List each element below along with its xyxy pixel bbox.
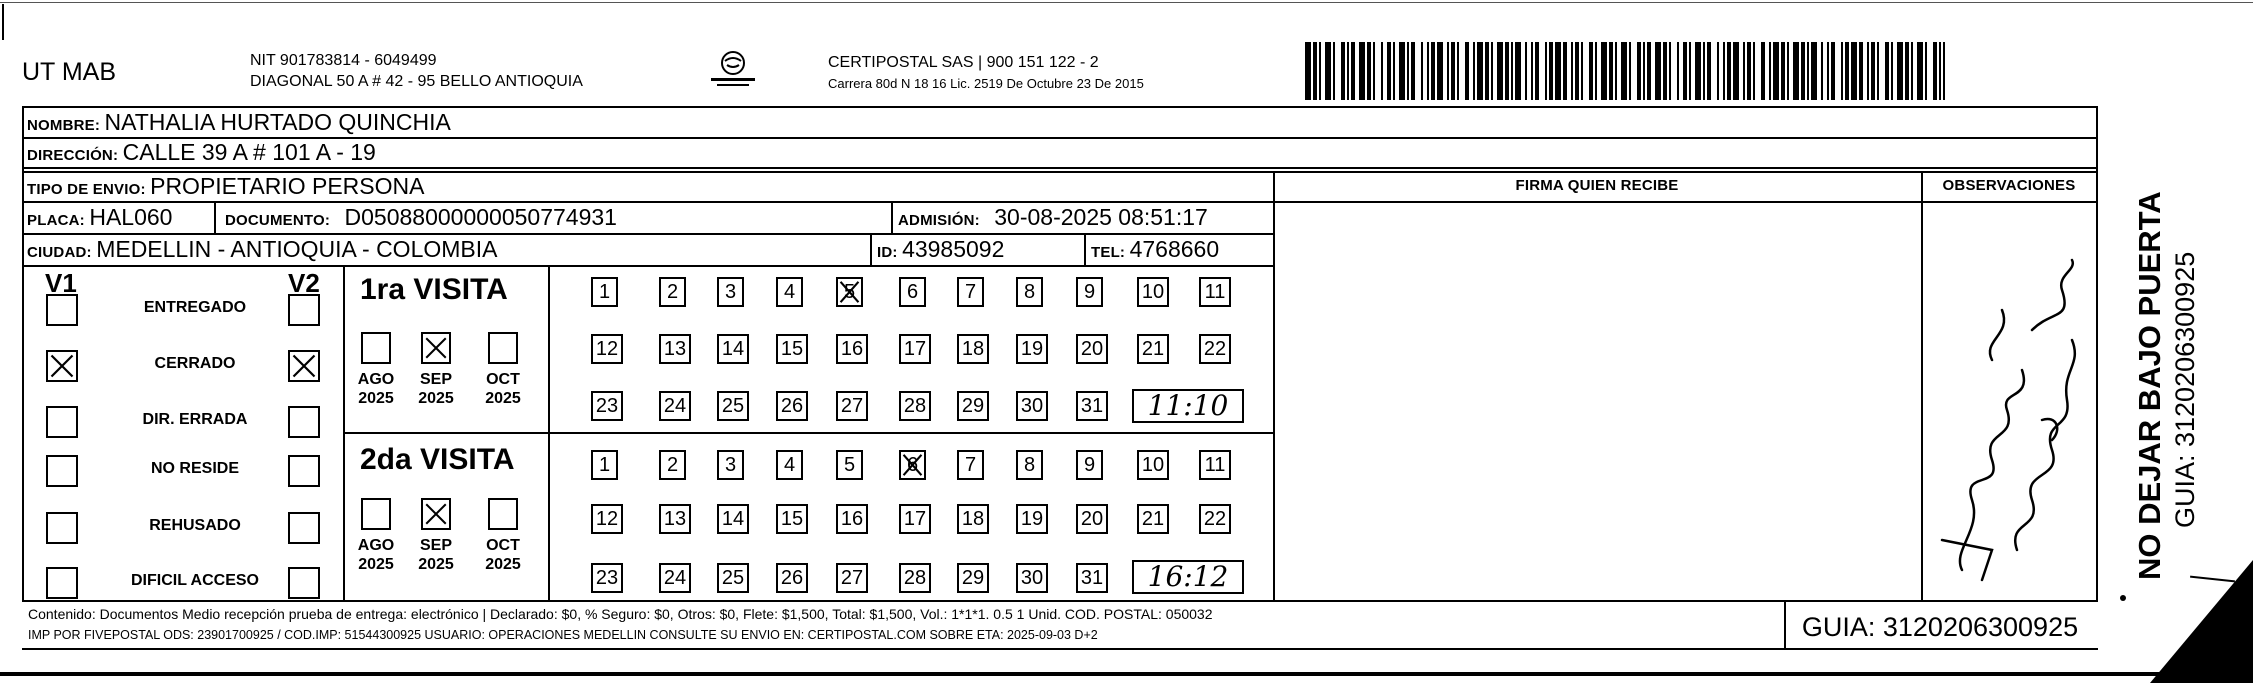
footer-line1: Contenido: Documentos Medio recepción prueba de entrega: electrónico | Declarado: $0, % Seguro: $0, Otros: $0, Flete: $1,500, Total: $1,500, Vol.: 1*1*1. 0.5 1 Unid. COD. POSTAL: 050032 (28, 606, 1213, 622)
day-box[interactable]: 8 (1016, 277, 1043, 307)
day-box[interactable]: 25 (717, 563, 749, 593)
row-line (22, 167, 2098, 169)
day-box[interactable]: 28 (899, 391, 931, 421)
tipo-value: PROPIETARIO PERSONA (150, 173, 425, 199)
v1-checkbox[interactable] (46, 512, 78, 544)
barcode-bar (1535, 42, 1539, 100)
barcode-bar (1589, 42, 1593, 100)
day-box[interactable]: 3 (717, 450, 744, 480)
day-box[interactable]: 19 (1016, 334, 1048, 364)
status-label: DIR. ERRADA (142, 411, 248, 428)
bottom-border (0, 672, 2253, 676)
day-box[interactable]: 23 (591, 391, 623, 421)
barcode-bar (1313, 42, 1317, 100)
barcode-bar (1387, 42, 1391, 100)
day-box[interactable]: 26 (776, 563, 808, 593)
day-box[interactable]: 30 (1016, 563, 1048, 593)
month-name: AGO (357, 371, 395, 388)
placa-value: HAL060 (89, 204, 173, 230)
barcode-bar (1465, 42, 1469, 100)
day-box[interactable]: 18 (957, 504, 989, 534)
direccion-label: DIRECCIÓN: (27, 147, 119, 164)
v2-checkbox[interactable] (288, 455, 320, 487)
barcode-bar (1609, 42, 1613, 100)
barcode-bar (1781, 42, 1785, 100)
day-box[interactable]: 20 (1076, 334, 1108, 364)
barcode-bar (1563, 42, 1567, 100)
month-checkbox[interactable] (421, 332, 451, 364)
barcode-bar (1891, 42, 1893, 100)
barcode-bar (1851, 42, 1857, 100)
tel-cell (1091, 235, 1219, 263)
v2-checkbox[interactable] (288, 350, 320, 382)
v2-checkbox[interactable] (288, 567, 320, 599)
day-box[interactable]: 3 (717, 277, 744, 307)
day-box[interactable]: 1 (591, 450, 618, 480)
barcode-bar (1629, 42, 1631, 100)
day-box[interactable]: 28 (899, 563, 931, 593)
barcode-bar (1367, 42, 1371, 100)
barcode-bar (1505, 42, 1509, 100)
visit1-time: 11:10 (1147, 389, 1229, 422)
barcode-bar (1647, 42, 1651, 100)
barcode-bar (1407, 42, 1409, 100)
day-box[interactable]: 5 (836, 450, 863, 480)
barcode-bar (1485, 42, 1489, 100)
day-box[interactable]: 12 (591, 334, 623, 364)
status-label: DIFICIL ACCESO (130, 572, 259, 589)
status-label: NO RESIDE (150, 460, 239, 477)
barcode-bar (1707, 42, 1711, 100)
month-label (411, 536, 461, 574)
month-name: OCT (486, 537, 520, 554)
status-label: ENTREGADO (143, 299, 247, 316)
table-bottom-line (22, 648, 2098, 650)
month-label (351, 370, 401, 408)
day-box[interactable]: 25 (717, 391, 749, 421)
barcode-bar (1451, 42, 1455, 100)
day-box[interactable]: 22 (1199, 504, 1231, 534)
direccion-row (27, 138, 376, 166)
day-box[interactable]: 1 (591, 277, 618, 307)
footer-divider (1784, 600, 1786, 650)
company-nit: NIT 901783814 - 6049499 (250, 52, 437, 69)
month-year: 2025 (358, 390, 394, 407)
side-warning: NO DEJAR BAJO PUERTA (2132, 191, 2167, 580)
cell-divider (891, 201, 893, 233)
month-checkbox[interactable] (488, 498, 518, 530)
day-box[interactable]: 11 (1199, 450, 1231, 480)
barcode-bar (1897, 42, 1903, 100)
barcode-bar (1399, 42, 1405, 100)
barcode-bar (1733, 42, 1739, 100)
month-checkbox[interactable] (421, 498, 451, 530)
day-box[interactable]: 14 (717, 504, 749, 534)
admision-value: 30-08-2025 08:51:17 (994, 204, 1208, 230)
day-box[interactable]: 27 (836, 391, 868, 421)
tel-value: 4768660 (1129, 236, 1220, 262)
day-box[interactable]: 21 (1137, 504, 1169, 534)
barcode-bar (1905, 42, 1909, 100)
nombre-row (27, 108, 451, 136)
month-name: OCT (486, 371, 520, 388)
table-right-line (2096, 106, 2098, 601)
month-year: 2025 (485, 556, 521, 573)
barcode-bar (1437, 42, 1443, 100)
barcode-bar (1677, 42, 1679, 100)
barcode-bar (1359, 42, 1365, 100)
v1-checkbox[interactable] (46, 567, 78, 599)
documento-cell (225, 203, 617, 231)
day-box[interactable]: 24 (659, 563, 691, 593)
table-left-line (22, 106, 24, 601)
recipient-signature (1922, 250, 2094, 590)
id-value: 43985092 (902, 236, 1005, 262)
day-box[interactable]: 17 (899, 334, 931, 364)
day-box[interactable]: 4 (776, 450, 803, 480)
day-box[interactable]: 13 (659, 334, 691, 364)
day-box[interactable]: 14 (717, 334, 749, 364)
barcode-bar (1689, 42, 1691, 100)
barcode-bar (1821, 42, 1823, 100)
side-guia: GUIA: 3120206300925 (2170, 251, 2200, 528)
month-year: 2025 (418, 390, 454, 407)
v2-checkbox[interactable] (288, 512, 320, 544)
barcode-bar (1549, 42, 1553, 100)
day-box[interactable]: 4 (776, 277, 803, 307)
barcode-bar (1347, 42, 1349, 100)
barcode-bar (1457, 42, 1459, 100)
month-label (411, 370, 461, 408)
month-year: 2025 (358, 556, 394, 573)
barcode-bar (1723, 42, 1725, 100)
barcode-bar (1683, 42, 1687, 100)
day-box[interactable]: 7 (957, 450, 984, 480)
firma-label: FIRMA QUIEN RECIBE (1515, 177, 1679, 194)
day-box[interactable]: 12 (591, 504, 623, 534)
barcode-bar (1643, 42, 1645, 100)
v1-checkbox[interactable] (46, 350, 78, 382)
day-box[interactable]: 31 (1076, 391, 1108, 421)
barcode-bar (1431, 42, 1435, 100)
month-name: AGO (357, 537, 395, 554)
status-label: REHUSADO (149, 517, 241, 534)
day-box[interactable]: 21 (1137, 334, 1169, 364)
certipostal-name: CERTIPOSTAL SAS | 900 151 122 - 2 (828, 54, 1099, 71)
tel-label: TEL: (1091, 244, 1126, 261)
barcode-bar (1525, 42, 1527, 100)
day-box[interactable]: 18 (957, 334, 989, 364)
visit2-title: 2da VISITA (360, 443, 515, 476)
barcode-bar (1411, 42, 1415, 100)
barcode-bar (1717, 42, 1719, 100)
barcode-bar (1555, 42, 1561, 100)
barcode-bar (1615, 42, 1617, 100)
admision-label: ADMISIÓN: (898, 212, 980, 229)
visit1-title: 1ra VISITA (360, 273, 508, 306)
barcode-bar (1655, 42, 1661, 100)
barcode-bar (1531, 42, 1533, 100)
barcode-bar (1943, 42, 1945, 100)
barcode-bar (1695, 42, 1701, 100)
barcode-bar (1319, 42, 1321, 100)
day-box[interactable]: 19 (1016, 504, 1048, 534)
cell-divider (214, 201, 216, 233)
barcode-bar (1581, 42, 1583, 100)
barcode-bar (1877, 42, 1879, 100)
nombre-label: NOMBRE: (27, 117, 101, 134)
barcode-bar (1421, 42, 1423, 100)
corner-triangle (2150, 560, 2253, 683)
barcode-bar (1341, 42, 1345, 100)
month-year: 2025 (485, 390, 521, 407)
status-label: CERRADO (154, 355, 236, 372)
day-box[interactable]: 22 (1199, 334, 1231, 364)
barcode-bar (1827, 42, 1829, 100)
visit2-time: 16:12 (1147, 560, 1229, 593)
ciudad-label: CIUDAD: (27, 244, 92, 261)
day-box[interactable]: 10 (1137, 277, 1169, 307)
company-name: UT MAB (22, 58, 116, 86)
month-name: SEP (419, 371, 452, 388)
barcode-bar (1773, 42, 1779, 100)
day-box[interactable]: 2 (659, 277, 686, 307)
cell-divider (1084, 233, 1086, 265)
barcode-bar (1807, 42, 1809, 100)
footer-line2: IMP POR FIVEPOSTAL ODS: 23901700925 / COD.IMP: 51544300925 USUARIO: OPERACIONES MEDELLIN CONSULTE SU ENVIO EN: CERTIPOSTAL.COM SOBRE ETA: 2025-09-03 D+2 (28, 628, 1098, 642)
day-box[interactable]: 20 (1076, 504, 1108, 534)
barcode-bar (1381, 42, 1383, 100)
day-box[interactable]: 6 (899, 277, 926, 307)
month-year: 2025 (418, 556, 454, 573)
barcode-bar (1637, 42, 1641, 100)
barcode-bar (1601, 42, 1607, 100)
barcode-bar (1333, 42, 1335, 100)
barcode-bar (1917, 42, 1923, 100)
day-box[interactable]: 6 (899, 450, 926, 480)
direccion-value: CALLE 39 A # 101 A - 19 (122, 139, 376, 165)
documento-label: DOCUMENTO: (225, 212, 331, 229)
day-box[interactable]: 5 (836, 277, 863, 307)
v2-label: V2 (288, 268, 320, 298)
id-cell (877, 235, 1004, 263)
day-box[interactable]: 8 (1016, 450, 1043, 480)
barcode-bar (1621, 42, 1627, 100)
barcode-bar (1373, 42, 1375, 100)
company-address: DIAGONAL 50 A # 42 - 95 BELLO ANTIOQUIA (250, 73, 583, 90)
ciudad-value: MEDELLIN - ANTIOQUIA - COLOMBIA (96, 236, 498, 262)
barcode-bar (1491, 42, 1493, 100)
day-box[interactable]: 17 (899, 504, 931, 534)
footer-top-line (22, 600, 2098, 602)
month-name: SEP (419, 537, 452, 554)
barcode-bar (1393, 42, 1395, 100)
day-box[interactable]: 26 (776, 391, 808, 421)
v1-checkbox[interactable] (46, 294, 78, 326)
visit1-time-box (1132, 389, 1244, 423)
day-box[interactable]: 11 (1199, 277, 1231, 307)
v1-checkbox[interactable] (46, 406, 78, 438)
day-box[interactable]: 9 (1076, 277, 1103, 307)
day-box[interactable]: 9 (1076, 450, 1103, 480)
barcode-bar (1663, 42, 1667, 100)
month-label (478, 536, 528, 574)
barcode-bar (1867, 42, 1869, 100)
cell-divider (870, 233, 872, 265)
barcode-bar (1447, 42, 1449, 100)
barcode-bar (1769, 42, 1771, 100)
barcode-bar (1761, 42, 1765, 100)
barcode-bar (1743, 42, 1745, 100)
barcode-bar (1477, 42, 1483, 100)
day-box[interactable]: 23 (591, 563, 623, 593)
firma-divider (1273, 171, 1275, 601)
month-checkbox[interactable] (361, 498, 391, 530)
barcode-bar (1305, 42, 1311, 100)
tipo-row (27, 172, 424, 200)
barcode-bar (1571, 42, 1573, 100)
day-box[interactable]: 15 (776, 334, 808, 364)
barcode-bar (1747, 42, 1751, 100)
v2-checkbox[interactable] (288, 406, 320, 438)
visit2-time-box (1132, 560, 1244, 594)
barcode-bar (1497, 42, 1503, 100)
id-label: ID: (877, 244, 898, 261)
barcode-bar (1939, 42, 1941, 100)
barcode-bar (1545, 42, 1547, 100)
documento-value: D05088000000050774931 (344, 204, 617, 230)
barcode-bar (1859, 42, 1863, 100)
barcode-bar (1703, 42, 1705, 100)
barcode-bar (1727, 42, 1731, 100)
placa-label: PLACA: (27, 212, 85, 229)
barcode-bar (1575, 42, 1579, 100)
day-box[interactable]: 29 (957, 391, 989, 421)
v1-checkbox[interactable] (46, 455, 78, 487)
nombre-value: NATHALIA HURTADO QUINCHIA (104, 109, 451, 135)
day-box[interactable]: 31 (1076, 563, 1108, 593)
day-box[interactable]: 30 (1016, 391, 1048, 421)
barcode-bar (1793, 42, 1799, 100)
day-box[interactable]: 15 (776, 504, 808, 534)
barcode-bar (1801, 42, 1805, 100)
left-edge-mark (2, 4, 4, 40)
v1-label: V1 (45, 268, 77, 298)
barcode-bar (1753, 42, 1755, 100)
v2-checkbox[interactable] (288, 294, 320, 326)
barcode-bar (1845, 42, 1849, 100)
barcode-bar (1925, 42, 1927, 100)
admision-cell (898, 203, 1208, 231)
barcode-bar (1911, 42, 1913, 100)
footer-guia: GUIA: 3120206300925 (1801, 612, 2079, 642)
barcode-bar (1841, 42, 1843, 100)
day-box[interactable]: 16 (836, 504, 868, 534)
barcode-bar (1669, 42, 1671, 100)
day-box[interactable]: 29 (957, 563, 989, 593)
side-dot (2120, 595, 2126, 601)
visit-separator (343, 432, 1274, 434)
observaciones-label: OBSERVACIONES (1942, 177, 2076, 194)
day-box[interactable]: 2 (659, 450, 686, 480)
barcode-bar (1427, 42, 1429, 100)
barcode-bar (1885, 42, 1889, 100)
certipostal-logo (703, 47, 763, 89)
barcode-bar (1831, 42, 1835, 100)
day-box[interactable]: 7 (957, 277, 984, 307)
day-box[interactable]: 16 (836, 334, 868, 364)
row-line (22, 265, 1274, 267)
month-label (478, 370, 528, 408)
barcode-bar (1933, 42, 1937, 100)
barcode (1305, 42, 1945, 100)
barcode-bar (1351, 42, 1355, 100)
top-edge-line (0, 2, 2253, 3)
certipostal-address: Carrera 80d N 18 16 Lic. 2519 De Octubre 23 De 2015 (828, 76, 1144, 91)
month-checkbox[interactable] (488, 332, 518, 364)
barcode-bar (1511, 42, 1513, 100)
day-box[interactable]: 27 (836, 563, 868, 593)
barcode-bar (1871, 42, 1875, 100)
day-box[interactable]: 10 (1137, 450, 1169, 480)
barcode-bar (1515, 42, 1521, 100)
tipo-label: TIPO DE ENVIO: (27, 181, 146, 198)
day-box[interactable]: 13 (659, 504, 691, 534)
ciudad-cell (27, 235, 498, 263)
barcode-bar (1325, 42, 1331, 100)
barcode-bar (1787, 42, 1789, 100)
barcode-bar (1811, 42, 1817, 100)
barcode-bar (1473, 42, 1475, 100)
barcode-bar (1595, 42, 1597, 100)
placa-cell (27, 203, 172, 231)
day-box[interactable]: 24 (659, 391, 691, 421)
month-checkbox[interactable] (361, 332, 391, 364)
month-label (351, 536, 401, 574)
